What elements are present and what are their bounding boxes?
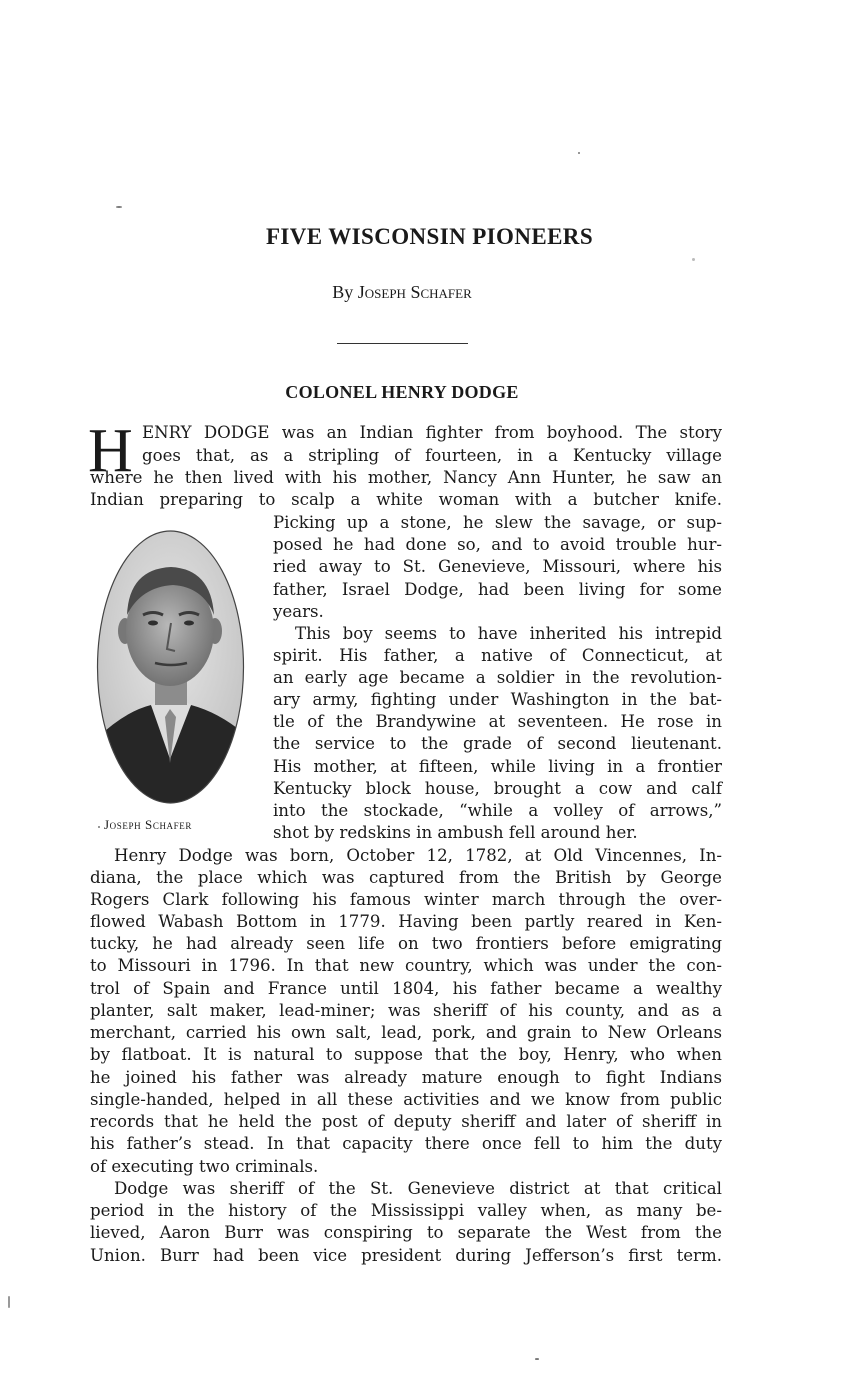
text-line: This boy seems to have inherited his intrepid bbox=[295, 624, 722, 643]
text-line: father, Israel Dodge, had been living for some bbox=[273, 580, 722, 599]
portrait-caption: Joseph Schafer bbox=[104, 817, 192, 832]
scan-speck bbox=[116, 206, 122, 208]
drop-cap: H bbox=[88, 417, 133, 485]
byline bbox=[0, 282, 804, 303]
text-line: ary army, fighting under Washington in the bat- bbox=[273, 690, 722, 709]
text-line: spirit. His father, a native of Connecticut, at bbox=[273, 646, 722, 665]
text-line: ENRY DODGE was an Indian fighter from boyhood. The story bbox=[142, 423, 722, 442]
text-line: lieved, Aaron Burr was conspiring to separate the West from the bbox=[90, 1223, 722, 1242]
text-line: his father’s stead. In that capacity there once fell to him the duty bbox=[90, 1134, 722, 1153]
scan-speck bbox=[578, 152, 580, 154]
text-line: of executing two criminals. bbox=[90, 1157, 319, 1176]
portrait-photo bbox=[93, 527, 248, 807]
text-line: Picking up a stone, he slew the savage, or sup- bbox=[273, 513, 722, 532]
text-line: by flatboat. It is natural to suppose that the boy, Henry, who when bbox=[90, 1045, 722, 1064]
text-line: to Missouri in 1796. In that new country, which was under the con- bbox=[90, 956, 722, 975]
text-line: Indian preparing to scalp a white woman with a butcher knife. bbox=[90, 490, 722, 509]
text-line: tle of the Brandywine at seventeen. He rose in bbox=[273, 712, 722, 731]
text-line: ried away to St. Genevieve, Missouri, where his bbox=[273, 557, 722, 576]
text-line: goes that, as a stripling of fourteen, in a Kentucky village bbox=[142, 446, 722, 465]
text-line: shot by redskins in ambush fell around her. bbox=[273, 823, 638, 842]
text-line: planter, salt maker, lead-miner; was sheriff of his county, and as a bbox=[90, 1001, 722, 1020]
text-line: the service to the grade of second lieutenant. bbox=[273, 734, 722, 753]
section-title: COLONEL HENRY DODGE bbox=[285, 382, 519, 402]
article-title: FIVE WISCONSIN PIONEERS bbox=[265, 224, 594, 249]
text-line: merchant, carried his own salt, lead, pork, and grain to New Orleans bbox=[90, 1023, 722, 1042]
text-line: an early age became a soldier in the revolution- bbox=[273, 668, 722, 687]
scan-speck bbox=[535, 1358, 539, 1360]
text-line: single-handed, helped in all these activities and we know from public bbox=[90, 1090, 722, 1109]
text-line: where he then lived with his mother, Nancy Ann Hunter, he saw an bbox=[90, 468, 722, 487]
text-line: posed he had done so, and to avoid trouble hur- bbox=[273, 535, 722, 554]
text-line: Henry Dodge was born, October 12, 1782, at Old Vincennes, In- bbox=[114, 846, 722, 865]
text-line: Kentucky block house, brought a cow and calf bbox=[273, 779, 722, 798]
text-line: he joined his father was already mature enough to fight Indians bbox=[90, 1068, 722, 1087]
text-line: His mother, at fifteen, while living in a frontier bbox=[273, 757, 722, 776]
byline-author: Joseph Schafer bbox=[357, 282, 472, 302]
text-line: records that he held the post of deputy sheriff and later of sheriff in bbox=[90, 1112, 722, 1131]
text-line: flowed Wabash Bottom in 1779. Having been partly reared in Ken- bbox=[90, 912, 722, 931]
text-line: tucky, he had already seen life on two frontiers before emigrating bbox=[90, 934, 722, 953]
text-line: into the stockade, “while a volley of arrows,” bbox=[273, 801, 722, 820]
text-line: diana, the place which was captured from the British by George bbox=[90, 868, 722, 887]
byline-prefix: By bbox=[332, 282, 354, 302]
text-line: trol of Spain and France until 1804, his father became a wealthy bbox=[90, 979, 722, 998]
scan-speck bbox=[98, 826, 100, 828]
text-line: years. bbox=[273, 602, 324, 621]
title-divider bbox=[337, 343, 468, 344]
scan-speck bbox=[692, 258, 695, 261]
text-line: Dodge was sheriff of the St. Genevieve district at that critical bbox=[114, 1179, 722, 1198]
scan-speck bbox=[8, 1296, 10, 1308]
text-line: period in the history of the Mississippi valley when, as many be- bbox=[90, 1201, 722, 1220]
text-line: Union. Burr had been vice president during Jefferson’s first term. bbox=[90, 1246, 722, 1265]
text-line: Rogers Clark following his famous winter march through the over- bbox=[90, 890, 722, 909]
